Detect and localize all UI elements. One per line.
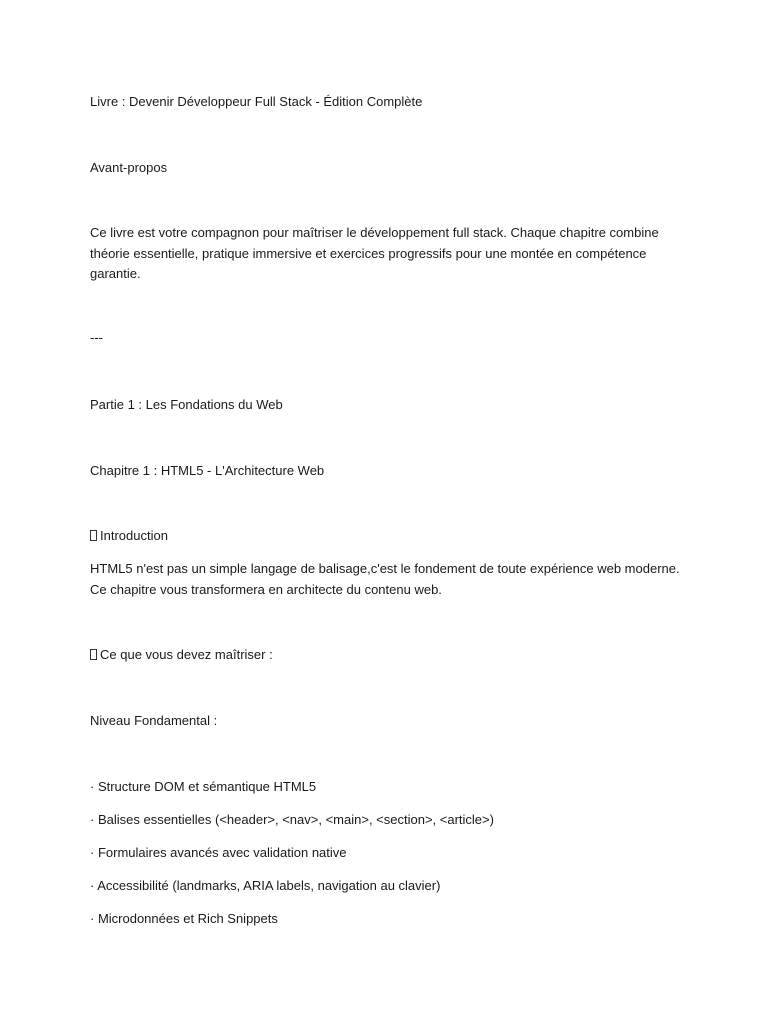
- bullet-item: · Structure DOM et sémantique HTML5: [90, 779, 317, 794]
- missing-glyph-icon: [90, 530, 97, 541]
- section-separator: ---: [90, 330, 103, 345]
- level-heading: Niveau Fondamental :: [90, 713, 218, 728]
- intro-line-1: HTML5 n'est pas un simple langage de balisage,c'est le fondement de toute expérience web moderne.: [90, 561, 680, 576]
- foreword-line-1: Ce livre est votre compagnon pour maîtriser le développement full stack. Chaque chapitre combine: [90, 225, 659, 240]
- skills-heading-row: [90, 645, 690, 666]
- bullet-item: · Balises essentielles (<header>, <nav>, <main>, <section>, <article>): [90, 812, 494, 827]
- bullet-item: · Formulaires avancés avec validation native: [90, 845, 347, 860]
- foreword-line-3: garantie.: [90, 266, 141, 281]
- missing-glyph-icon: [90, 649, 97, 660]
- intro-line-2: Ce chapitre vous transformera en architecte du contenu web.: [90, 581, 442, 597]
- intro-heading: Introduction: [100, 528, 168, 543]
- foreword-heading: Avant-propos: [90, 160, 168, 175]
- book-title: Livre : Devenir Développeur Full Stack - Édition Complète: [90, 94, 423, 109]
- skills-heading: Ce que vous devez maîtriser :: [100, 647, 273, 662]
- part-heading: Partie 1 : Les Fondations du Web: [90, 397, 283, 412]
- bullet-item: · Accessibilité (landmarks, ARIA labels, navigation au clavier): [90, 878, 441, 893]
- bullet-item: · Microdonnées et Rich Snippets: [90, 911, 278, 926]
- chapter-heading: Chapitre 1 : HTML5 - L'Architecture Web: [90, 463, 325, 478]
- foreword-line-2: théorie essentielle, pratique immersive et exercices progressifs pour une montée en compétence: [90, 245, 647, 261]
- intro-heading-row: [90, 526, 690, 547]
